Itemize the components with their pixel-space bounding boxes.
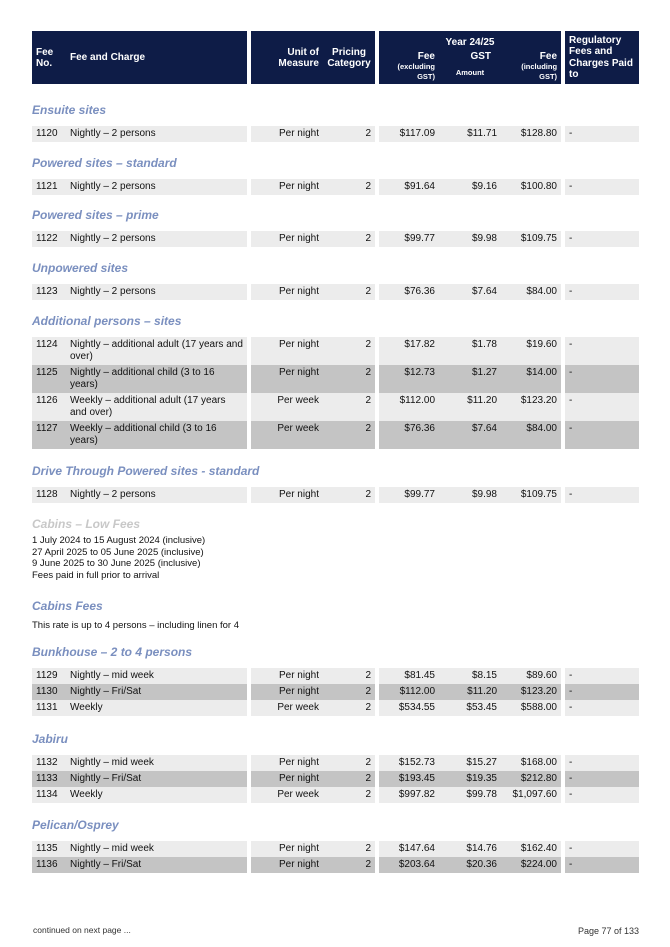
unit-cell: Per week (251, 700, 323, 716)
fee-table (32, 841, 639, 873)
section-title: Pelican/Osprey (32, 818, 119, 832)
fee-section (32, 103, 639, 142)
unit-cell: Per night (251, 487, 323, 503)
fee-table (32, 231, 639, 247)
section-title: Drive Through Powered sites - standard (32, 464, 260, 478)
description-cell: Nightly – Fri/Sat (66, 857, 247, 873)
fee-no-cell: 1121 (32, 179, 66, 195)
table-row (32, 684, 639, 700)
fee-table (32, 755, 639, 803)
fee-no-cell: 1120 (32, 126, 66, 142)
description-cell: Nightly – Fri/Sat (66, 684, 247, 700)
table-row (32, 179, 639, 195)
category-cell: 2 (323, 284, 375, 300)
gst-cell: $1.78 (439, 337, 501, 365)
note-line: 1 July 2024 to 15 August 2024 (inclusive) (32, 535, 206, 546)
regulatory-cell: - (565, 841, 639, 857)
table-row (32, 337, 639, 365)
col-regulatory: Regulatory Fees and Charges Paid to (565, 31, 639, 84)
table-row (32, 126, 639, 142)
fee-excl-cell: $99.77 (379, 487, 439, 503)
regulatory-cell: - (565, 421, 639, 449)
gst-cell: $1.27 (439, 365, 501, 393)
unit-cell: Per night (251, 365, 323, 393)
gst-cell: $20.36 (439, 857, 501, 873)
unit-cell: Per night (251, 179, 323, 195)
fee-no-cell: 1130 (32, 684, 66, 700)
section-title: Cabins – Low Fees (32, 517, 141, 531)
category-cell: 2 (323, 684, 375, 700)
col-year: Year 24/25 (379, 31, 561, 50)
col-gst (439, 50, 501, 84)
fee-excl-cell: $112.00 (379, 684, 439, 700)
category-cell: 2 (323, 857, 375, 873)
col-fee-excl (379, 50, 439, 84)
fee-incl-cell: $168.00 (501, 755, 561, 771)
table-row (32, 393, 639, 421)
fee-incl-sub: (including GST) (521, 62, 558, 81)
category-cell: 2 (323, 179, 375, 195)
fee-excl-cell: $117.09 (379, 126, 439, 142)
cabins-fees-section (32, 599, 639, 632)
note-line: 27 April 2025 to 05 June 2025 (inclusive) (32, 546, 204, 558)
col-fee-no: Fee No. (32, 31, 66, 84)
regulatory-cell: - (565, 684, 639, 700)
description-cell: Nightly – 2 persons (66, 284, 247, 300)
fee-section (32, 156, 639, 195)
fee-excl-cell: $534.55 (379, 700, 439, 716)
table-row (32, 421, 639, 449)
fee-no-cell: 1125 (32, 365, 66, 393)
gst-cell: $11.20 (439, 684, 501, 700)
description-cell: Weekly (66, 700, 247, 716)
category-cell: 2 (323, 668, 375, 684)
fee-incl-cell: $1,097.60 (501, 787, 561, 803)
fee-incl-cell: $109.75 (501, 231, 561, 247)
cabins-low-dates (32, 535, 639, 581)
col-fee-and-charge: Fee and Charge (66, 31, 247, 84)
fee-table (32, 126, 639, 142)
fee-no-cell: 1133 (32, 771, 66, 787)
fee-incl-cell: $588.00 (501, 700, 561, 716)
fee-incl-cell: $14.00 (501, 365, 561, 393)
fee-section (32, 464, 639, 503)
fee-excl-cell: $193.45 (379, 771, 439, 787)
fee-no-cell: 1124 (32, 337, 66, 365)
table-row (32, 787, 639, 803)
regulatory-cell: - (565, 668, 639, 684)
fee-section (32, 314, 639, 449)
fee-excl-cell: $112.00 (379, 393, 439, 421)
table-row (32, 668, 639, 684)
fee-excl-cell: $91.64 (379, 179, 439, 195)
fee-excl-cell: $152.73 (379, 755, 439, 771)
description-cell: Nightly – 2 persons (66, 179, 247, 195)
fee-incl-cell: $123.20 (501, 684, 561, 700)
gst-cell: $15.27 (439, 755, 501, 771)
category-cell: 2 (323, 700, 375, 716)
unit-cell: Per night (251, 231, 323, 247)
fee-incl-cell: $84.00 (501, 284, 561, 300)
table-row (32, 231, 639, 247)
section-title: Additional persons – sites (32, 314, 182, 328)
regulatory-cell: - (565, 284, 639, 300)
fee-excl-cell: $17.82 (379, 337, 439, 365)
description-cell: Nightly – mid week (66, 841, 247, 857)
description-cell: Nightly – mid week (66, 755, 247, 771)
unit-cell: Per week (251, 421, 323, 449)
gst-cell: $9.16 (439, 179, 501, 195)
category-cell: 2 (323, 393, 375, 421)
col-pricing-category: Pricing Category (323, 31, 375, 84)
section-title: Ensuite sites (32, 103, 107, 117)
regulatory-cell: - (565, 771, 639, 787)
regulatory-cell: - (565, 231, 639, 247)
description-cell: Nightly – mid week (66, 668, 247, 684)
fee-no-cell: 1122 (32, 231, 66, 247)
fee-incl-cell: $19.60 (501, 337, 561, 365)
fee-incl-label: Fee (539, 51, 558, 62)
gst-cell: $9.98 (439, 231, 501, 247)
table-row (32, 700, 639, 716)
gst-cell: $9.98 (439, 487, 501, 503)
section-title: Unpowered sites (32, 261, 129, 275)
table-header (32, 31, 639, 84)
unit-cell: Per night (251, 684, 323, 700)
fee-incl-cell: $162.40 (501, 841, 561, 857)
regulatory-cell: - (565, 700, 639, 716)
fee-no-cell: 1129 (32, 668, 66, 684)
category-cell: 2 (323, 787, 375, 803)
table-row (32, 284, 639, 300)
fee-excl-cell: $76.36 (379, 421, 439, 449)
regulatory-cell: - (565, 179, 639, 195)
table-row (32, 755, 639, 771)
gst-cell: $19.35 (439, 771, 501, 787)
category-cell: 2 (323, 421, 375, 449)
description-cell: Nightly – 2 persons (66, 487, 247, 503)
gst-cell: $11.20 (439, 393, 501, 421)
fee-schedule-page (32, 31, 639, 870)
fee-table (32, 487, 639, 503)
unit-cell: Per week (251, 787, 323, 803)
section-title: Cabins Fees (32, 599, 103, 613)
unit-cell: Per night (251, 857, 323, 873)
fee-excl-cell: $76.36 (379, 284, 439, 300)
section-title: Jabiru (32, 732, 69, 746)
gst-cell: $8.15 (439, 668, 501, 684)
continued-note: continued on next page ... (33, 925, 131, 935)
regulatory-cell: - (565, 755, 639, 771)
unit-cell: Per night (251, 668, 323, 684)
fee-excl-cell: $997.82 (379, 787, 439, 803)
unit-cell: Per night (251, 841, 323, 857)
fee-excl-label: Fee (417, 51, 435, 62)
unit-cell: Per night (251, 771, 323, 787)
table-row (32, 365, 639, 393)
unit-cell: Per night (251, 755, 323, 771)
table-row (32, 771, 639, 787)
category-cell: 2 (323, 337, 375, 365)
category-cell: 2 (323, 771, 375, 787)
page-number: Page 77 of 133 (577, 926, 639, 936)
fee-incl-cell: $109.75 (501, 487, 561, 503)
category-cell: 2 (323, 755, 375, 771)
description-cell: Nightly – additional child (3 to 16 years) (66, 365, 247, 393)
col-unit-of-measure: Unit of Measure (251, 31, 323, 84)
fee-excl-cell: $203.64 (379, 857, 439, 873)
description-cell: Nightly – Fri/Sat (66, 771, 247, 787)
fee-incl-cell: $212.80 (501, 771, 561, 787)
fee-incl-cell: $100.80 (501, 179, 561, 195)
section-title: Powered sites – standard (32, 156, 177, 170)
fee-no-cell: 1127 (32, 421, 66, 449)
fee-section (32, 261, 639, 300)
fee-excl-cell: $99.77 (379, 231, 439, 247)
gst-label: GST (470, 51, 491, 62)
fee-section (32, 208, 639, 247)
category-cell: 2 (323, 365, 375, 393)
fee-incl-cell: $224.00 (501, 857, 561, 873)
unit-cell: Per week (251, 393, 323, 421)
fee-excl-cell: $147.64 (379, 841, 439, 857)
fee-table (32, 668, 639, 716)
section-title: Powered sites – prime (32, 208, 159, 222)
description-cell: Nightly – additional adult (17 years and over) (66, 337, 247, 365)
regulatory-cell: - (565, 393, 639, 421)
fee-section (32, 645, 639, 716)
gst-cell: $14.76 (439, 841, 501, 857)
table-row (32, 487, 639, 503)
unit-cell: Per night (251, 337, 323, 365)
description-cell: Weekly (66, 787, 247, 803)
regulatory-cell: - (565, 365, 639, 393)
fee-section (32, 732, 639, 803)
description-cell: Weekly – additional adult (17 years and over) (66, 393, 247, 421)
category-cell: 2 (323, 841, 375, 857)
regulatory-cell: - (565, 126, 639, 142)
regulatory-cell: - (565, 487, 639, 503)
fee-excl-cell: $81.45 (379, 668, 439, 684)
fee-table (32, 284, 639, 300)
table-row (32, 841, 639, 857)
fee-incl-cell: $89.60 (501, 668, 561, 684)
fee-no-cell: 1128 (32, 487, 66, 503)
fee-no-cell: 1123 (32, 284, 66, 300)
gst-cell: $7.64 (439, 421, 501, 449)
category-cell: 2 (323, 231, 375, 247)
gst-cell: $11.71 (439, 126, 501, 142)
fee-excl-cell: $12.73 (379, 365, 439, 393)
description-cell: Nightly – 2 persons (66, 231, 247, 247)
category-cell: 2 (323, 487, 375, 503)
cabins-low-section (32, 517, 639, 581)
fee-no-cell: 1136 (32, 857, 66, 873)
note-line: Fees paid in full prior to arrival (32, 569, 160, 581)
gst-cell: $99.78 (439, 787, 501, 803)
fee-table (32, 337, 639, 449)
description-cell: Nightly – 2 persons (66, 126, 247, 142)
regulatory-cell: - (565, 787, 639, 803)
cabins-fees-note: This rate is up to 4 persons – including linen for 4 (32, 620, 240, 631)
fee-no-cell: 1134 (32, 787, 66, 803)
category-cell: 2 (323, 126, 375, 142)
note-line: 9 June 2025 to 30 June 2025 (inclusive) (32, 558, 201, 569)
section-title: Bunkhouse – 2 to 4 persons (32, 645, 193, 659)
unit-cell: Per night (251, 126, 323, 142)
fee-no-cell: 1126 (32, 393, 66, 421)
fee-excl-sub: (excluding GST) (397, 62, 435, 81)
gst-cell: $7.64 (439, 284, 501, 300)
description-cell: Weekly – additional child (3 to 16 years) (66, 421, 247, 449)
fee-incl-cell: $128.80 (501, 126, 561, 142)
fee-incl-cell: $123.20 (501, 393, 561, 421)
unit-cell: Per night (251, 284, 323, 300)
regulatory-cell: - (565, 857, 639, 873)
fee-table (32, 179, 639, 195)
fee-section (32, 818, 639, 873)
fee-no-cell: 1135 (32, 841, 66, 857)
fee-no-cell: 1132 (32, 755, 66, 771)
regulatory-cell: - (565, 337, 639, 365)
fee-no-cell: 1131 (32, 700, 66, 716)
table-row (32, 857, 639, 873)
col-fee-incl (501, 50, 561, 84)
gst-sub: Amount (455, 68, 485, 77)
gst-cell: $53.45 (439, 700, 501, 716)
fee-incl-cell: $84.00 (501, 421, 561, 449)
